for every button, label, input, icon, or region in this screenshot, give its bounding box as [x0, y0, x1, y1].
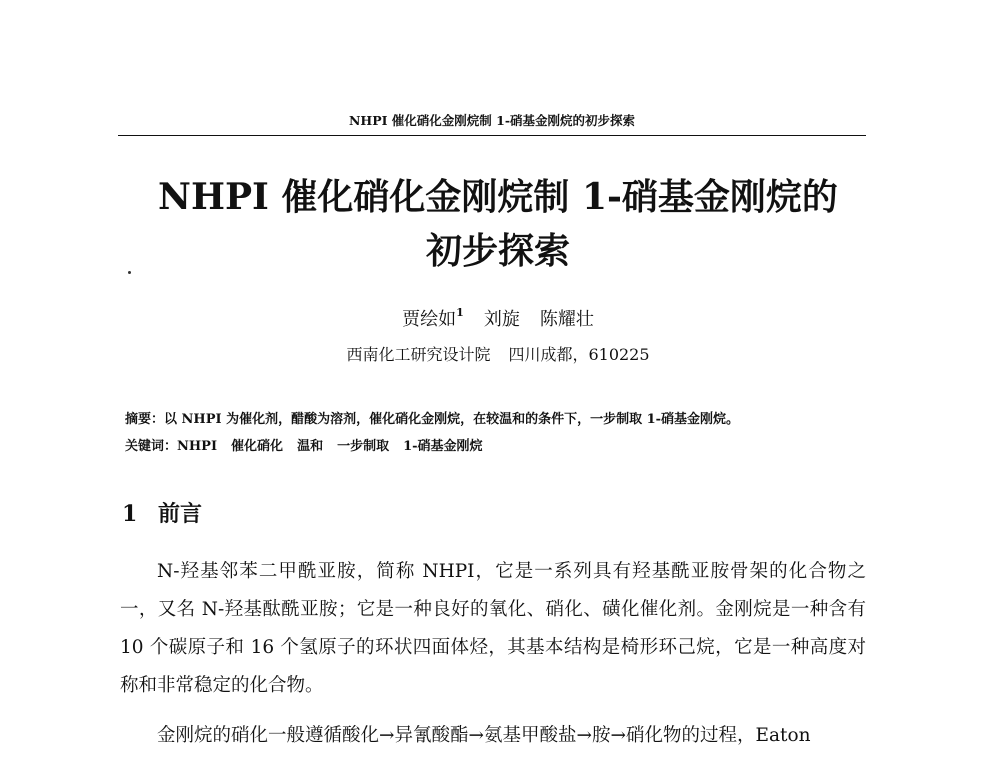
abstract-label: 摘要：	[125, 412, 165, 427]
paper-title-line-2: 初步探索	[425, 230, 570, 272]
author-2: 刘旋	[483, 309, 520, 330]
keyword: NHPI	[177, 439, 218, 454]
body-paragraph-1	[120, 553, 866, 705]
running-header: NHPI 催化硝化金刚烷制 1-硝基金刚烷的初步探索	[348, 113, 636, 128]
keyword: 一步制取	[337, 439, 390, 454]
author-list	[118, 302, 878, 333]
affiliation-institute: 西南化工研究设计院	[346, 345, 491, 364]
author-1-affiliation-mark: 1	[456, 306, 464, 319]
affiliation-location: 四川成都，610225	[508, 345, 650, 364]
section-heading-introduction	[122, 498, 202, 530]
author-3: 陈耀壮	[539, 309, 594, 330]
paper-title-line-1: NHPI 催化硝化金刚烷制 1-硝基金刚烷的	[158, 176, 838, 218]
abstract	[125, 409, 865, 431]
abstract-text: 以 NHPI 为催化剂，醋酸为溶剂，催化硝化金刚烷，在较温和的条件下，一步制取 1-硝基金刚烷。	[164, 412, 740, 427]
section-title: 前言	[158, 501, 203, 527]
keyword: 催化硝化	[231, 439, 284, 454]
keyword: 1-硝基金刚烷	[403, 439, 483, 454]
keywords-label: 关键词：	[125, 439, 178, 454]
body-paragraph-2-text: 金刚烷的硝化一般遵循酸化→异氰酸酯→氨基甲酸盐→胺→硝化物的过程，Eaton	[157, 725, 811, 746]
body-paragraph-2	[120, 717, 866, 755]
keywords	[125, 436, 865, 458]
header-rule	[118, 135, 866, 136]
keyword: 温和	[297, 439, 324, 454]
body-paragraph-1-text: N-羟基邻苯二甲酰亚胺，简称 NHPI，它是一系列具有羟基酰亚胺骨架的化合物之一，又名 N-羟基酞酰亚胺；它是一种良好的氧化、硝化、磺化催化剂。金刚烷是一种含有 10 个碳原子和 16 个氢原子的环状四面体烃，其基本结构是椅形环己烷，它是一种高度对称和非常稳定的化合物。	[120, 561, 866, 696]
section-number: 1	[122, 501, 138, 527]
stray-dot	[128, 271, 131, 274]
paper-title	[118, 170, 878, 278]
affiliation	[118, 343, 878, 367]
author-1: 贾绘如	[402, 309, 457, 330]
